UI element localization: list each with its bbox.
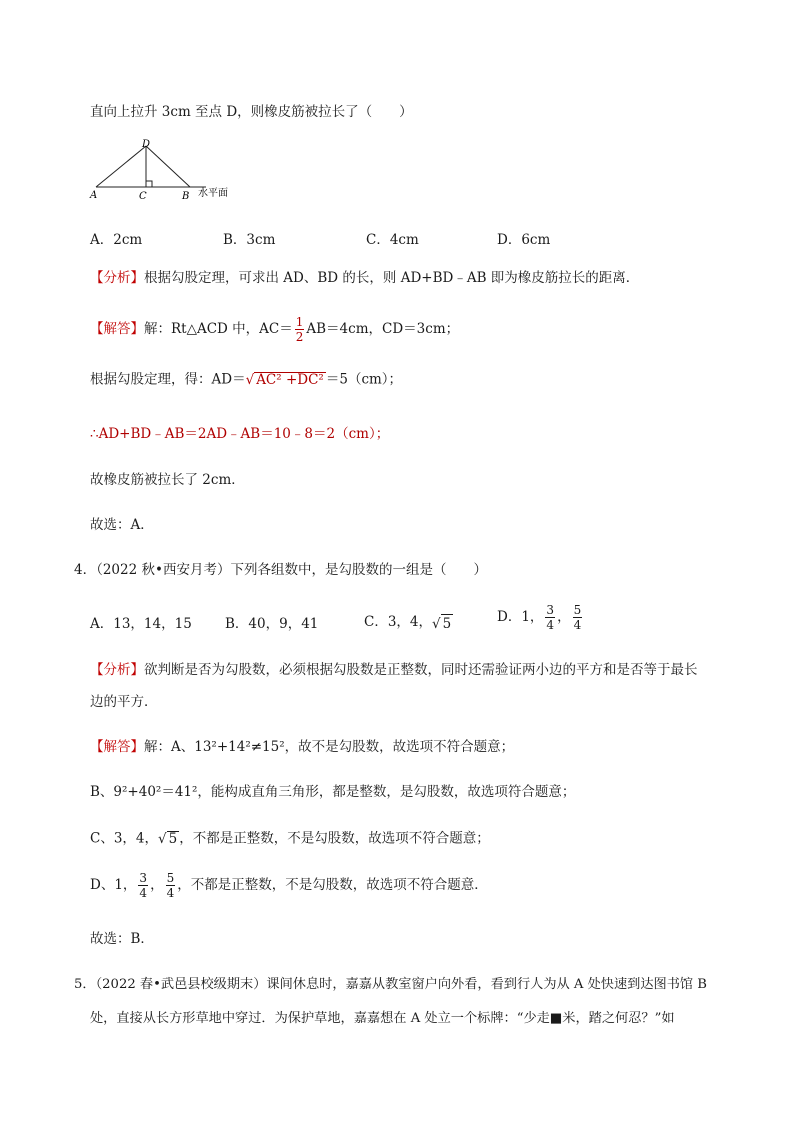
q4-answer-d: D、1， $\frac{3}{4}$ ， $\frac{5}{4}$ ，不都是正整数，不是勾股数，故选项不符合题意． [90,871,488,900]
q3-answer-line: 【解答】解：Rt△ACD 中，AC＝ $\frac{1}{2}$ AB＝4cm，CD＝3cm； [90,315,460,344]
q5-line2: 处，直接从长方形草地中穿过．为保护草地，嘉嘉想在 A 处立一个标牌：“少走■米，踏之何忍？”如 [90,1011,675,1026]
q4-option-c: C．3，4，√ 5 [364,614,452,632]
answer-tag: 【解答】 [90,739,144,755]
q4-analysis-line1: 【分析】欲判断是否为勾股数，必须根据勾股数是正整数，同时还需验证两小边的平方和是否等于最长 [90,662,698,678]
label-A: A [90,190,98,201]
q3-step3: 故橡皮筋被拉长了 2cm． [90,472,245,488]
q5-line1: 5．（2022 春•武邑县校级期末）课间休息时，嘉嘉从教室窗户向外看，看到行人为从 A 处快速到达图书馆 B [74,977,707,992]
analysis-tag: 【分析】 [90,662,144,678]
q3-choice: 故选：A． [90,517,154,533]
q3-option-b: B．3cm [223,232,276,248]
q4-option-b: B．40，9，41 [225,616,319,632]
q3-option-a: A．2cm [90,232,143,248]
label-B: B [182,191,190,202]
q4-choice: 故选：B． [90,931,154,947]
q3-step1: 根据勾股定理，得：AD＝√ AC² +DC² ＝5（cm）； [90,371,403,388]
analysis-tag: 【分析】 [90,270,144,286]
label-plane: 水平面 [198,188,228,199]
label-D: D [142,139,151,150]
q4-option-a: A．13，14，15 [90,616,192,632]
q3-analysis: 【分析】根据勾股定理，可求出 AD、BD 的长，则 AD+BD﹣AB 即为橡皮筋拉长的距离． [90,270,640,286]
q4-answer-c: C、3，4，√ 5 ，不都是正整数，不是勾股数，故选项不符合题意； [90,830,490,847]
q4-answer-a: 【解答】解：A、13²+14²≠15²，故不是勾股数，故选项不符合题意； [90,739,515,755]
q4-stem: 4．（2022 秋•西安月考）下列各组数中，是勾股数的一组是（ ） [74,562,487,578]
label-C: C [139,191,147,202]
answer-tag: 【解答】 [90,321,144,337]
q4-option-d: D．1， $\frac{3}{4}$ ， $\frac{5}{4}$ [497,603,582,632]
q3-option-c: C．4cm [366,232,419,248]
q4-answer-b: B、9²+40²＝41²，能构成直角三角形，都是整数，是勾股数，故选项符合题意； [90,784,576,800]
q3-step2: ∴AD+BD﹣AB＝2AD﹣AB＝10﹣8＝2（cm）； [90,426,390,442]
q3-stem-tail: 直向上拉升 3cm 至点 D，则橡皮筋被拉长了（ ） [90,104,413,120]
q3-option-d: D．6cm [497,232,551,248]
q4-analysis-line2: 边的平方． [90,694,158,710]
q3-triangle-figure [86,138,256,204]
